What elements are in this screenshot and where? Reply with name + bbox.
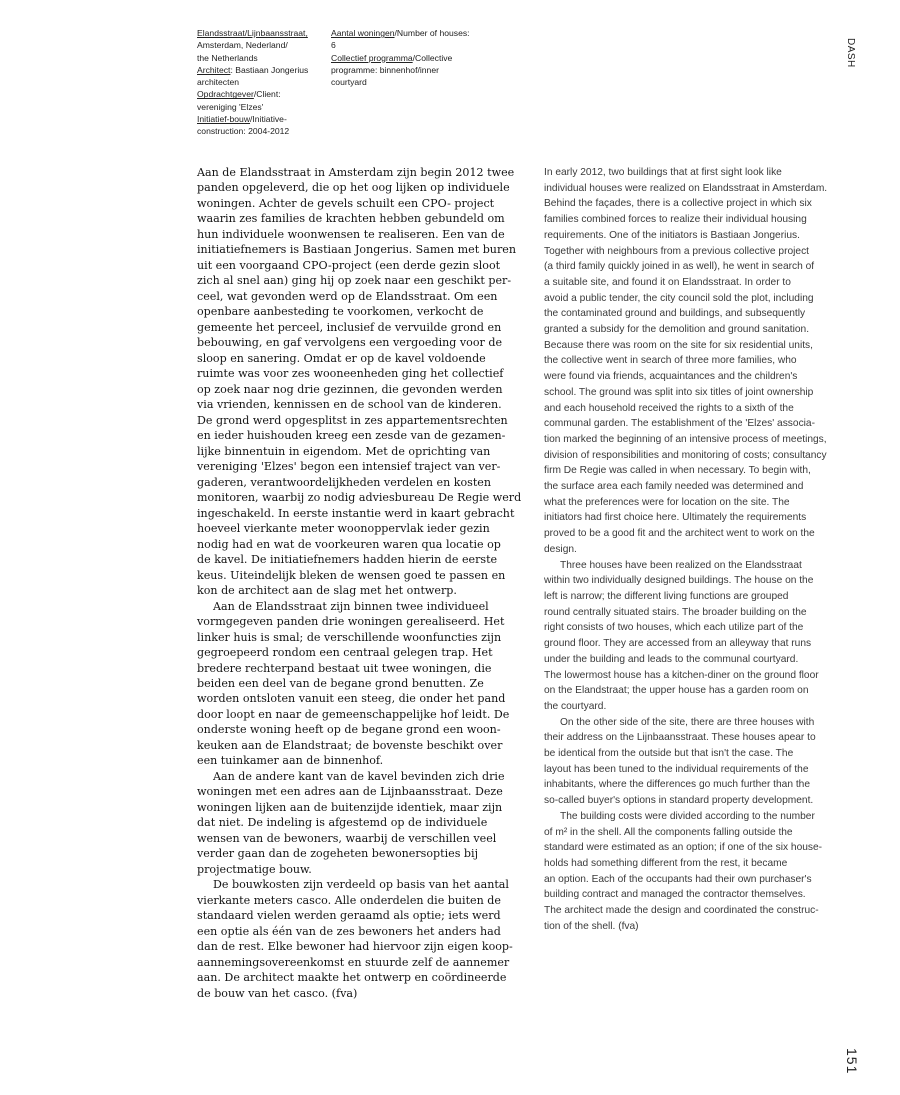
- text-line: families combined forces to realize their individual housing: [544, 214, 807, 226]
- text-line: woningen. Achter de gevels schuilt een CPO- project: [197, 196, 495, 210]
- credit-field-label: Architect: [197, 64, 231, 75]
- text-line: wensen van de bewoners, waarbij de verschillen veel: [197, 831, 497, 845]
- text-line: vierkante meters casco. Alle onderdelen die buiten de: [197, 893, 501, 907]
- text-line: their address on the Lijnbaansstraat. These houses apear to: [544, 732, 816, 744]
- text-line: de kavel. De initiatiefnemers hadden hierin de eerste: [197, 553, 498, 567]
- credit-field-value: architecten: [197, 77, 240, 88]
- credit-field-value: vereniging 'Elzes': [197, 101, 264, 112]
- credit-field-value: /Client:: [253, 89, 281, 100]
- text-line: worden ontsloten vanuit een steeg, die onder het pand: [197, 692, 506, 706]
- credit-line: [197, 113, 327, 125]
- text-line: an option. Each of the occupants had their own purchaser's: [544, 873, 812, 885]
- text-line: The architect made the design and coordinated the construc-: [544, 905, 819, 917]
- text-line: Aan de andere kant van de kavel bevinden zich drie: [213, 769, 505, 783]
- text-line: round centrally situated stairs. The broader building on the: [544, 606, 807, 618]
- text-line: zich al snel aan) ging hij op zoek naar een geschikt per-: [197, 274, 512, 288]
- credit-field-value: Amsterdam, Nederland/: [197, 40, 288, 51]
- credit-field-value: /Number of houses:: [394, 28, 470, 38]
- text-line: woningen lijken aan de buitenzijde identiek, maar zijn: [197, 800, 503, 814]
- credit-line: [331, 64, 461, 76]
- text-line: the contaminated ground and buildings, and subsequently: [544, 308, 806, 320]
- text-line: inhabitants, where the differences go much further than the: [544, 779, 810, 791]
- text-line: uit een voorgaand CPO-project (een derde gezin sloot: [197, 258, 501, 272]
- text-line: ground floor. They are accessed from an alleyway that runs: [544, 638, 812, 650]
- credit-field-label: Collectief programma: [331, 52, 413, 63]
- text-line: bebouwing, en gaf vervolgens een vergoeding voor de: [197, 336, 503, 350]
- text-line: school. The ground was split into six titles of joint ownership: [544, 386, 814, 398]
- text-line: The building costs were divided according to the number: [560, 810, 815, 822]
- text-line: De bouwkosten zijn verdeeld op basis van het aantal: [213, 878, 509, 892]
- text-line: monitoren, waarbij zo nodig adviesbureau De Regie werd: [197, 491, 522, 505]
- project-credits-right: [331, 27, 470, 88]
- text-line: and each household received the rights to a sixth of the: [544, 402, 794, 414]
- text-line: vormgegeven panden drie woningen gerealiseerd. Het: [197, 615, 505, 629]
- text-line: on the Elandstraat; the upper house has a garden room on: [544, 685, 809, 697]
- text-line: gegroepeerd rondom een centraal gelegen trap. Het: [197, 646, 493, 660]
- text-line: sloop en sanering. Omdat er op de kavel voldoende: [197, 351, 486, 365]
- text-line: of m² in the shell. All the components falling outside the: [544, 826, 793, 838]
- text-line: Together with neighbours from a previous collective project: [544, 245, 810, 257]
- text-line: left is narrow; the different living functions are grouped: [544, 590, 789, 602]
- text-line: communal garden. The establishment of the 'Elzes' associa-: [544, 418, 815, 430]
- text-line: een tuinkamer aan de binnenhof.: [197, 754, 384, 768]
- credit-field-value: /Initiative-: [250, 114, 287, 125]
- text-line: division of responsibilities and monitoring of costs; consultancy: [544, 449, 827, 461]
- text-line: nodig had en wat de voorkeuren waren qua locatie op: [197, 537, 501, 551]
- text-line: gaderen, verantwoordelijkheden verdelen en kosten: [197, 475, 492, 489]
- page-number: 151: [844, 1048, 860, 1075]
- text-line: On the other side of the site, there are three houses with: [560, 716, 815, 728]
- credit-field-label: Aantal woningen: [331, 28, 395, 38]
- text-line: keuken aan de Elandstraat; de bovenste beschikt over: [197, 738, 503, 752]
- text-line: lijke binnentuin in eigendom. Met de oprichting van: [197, 444, 491, 458]
- text-line: hoeveel vierkante meter woonoppervlak ieder gezin: [197, 522, 490, 536]
- english-text-column: [544, 165, 859, 934]
- text-line: linker huis is smal; de verschillende woonfuncties zijn: [197, 630, 502, 644]
- text-line: waarin zes families de krachten hebben gebundeld om: [197, 212, 505, 226]
- text-line: requirements. One of the initiators is Bastiaan Jongerius.: [544, 229, 800, 241]
- text-line: projectmatige bouw.: [197, 862, 312, 876]
- text-line: op zoek naar nog drie gezinnen, die gevonden werden: [197, 382, 503, 396]
- text-line: Behind the façades, there is a collective project in which six: [544, 198, 812, 210]
- text-line: gemeente het perceel, inclusief de vervuilde grond en: [197, 320, 502, 334]
- credit-line: [197, 27, 327, 39]
- credit-field-value: courtyard: [331, 77, 367, 88]
- text-line: individual houses were realized on Elandsstraat in Amsterdam.: [544, 182, 828, 194]
- credit-line: [331, 39, 461, 51]
- text-line: proved to be a good fit and the architect went to work on the: [544, 528, 815, 540]
- text-line: aan. De architect maakte het ontwerp en coördineerde: [197, 971, 507, 985]
- text-line: beiden een deel van de begane grond benutten. Ze: [197, 676, 484, 690]
- text-line: ingeschakeld. In eerste instantie werd in kaart gebracht: [197, 506, 515, 520]
- text-line: the surface area each family needed was determined and: [544, 481, 804, 493]
- text-line: panden opgeleverd, die op het oog lijken op individuele: [197, 181, 510, 195]
- text-line: under the building and leads to the communal courtyard.: [544, 653, 799, 665]
- text-line: openbare aanbesteding te voorkomen, verkocht de: [197, 305, 484, 319]
- text-line: initiators had first choice here. Ultimately the requirements: [544, 512, 807, 524]
- credit-line: [197, 52, 327, 64]
- text-line: bredere rechterpand bestaat uit twee woningen, die: [197, 661, 492, 675]
- dutch-text-column: [197, 165, 522, 1001]
- credit-field-value: /Collective: [412, 52, 453, 63]
- credit-field-label: Opdrachtgever: [197, 89, 254, 100]
- text-line: door loopt en naar de gemeenschappelijke hof leidt. De: [197, 707, 510, 721]
- text-line: a suitable site, and found it on Elandsstraat. In order to: [544, 276, 791, 288]
- text-line: so-called buyer's options in standard property development.: [544, 795, 814, 807]
- credit-field-value: : Bastiaan Jongerius: [230, 64, 309, 75]
- text-line: holds had something different from the rest, it became: [544, 857, 788, 869]
- running-header-label: DASH: [845, 38, 856, 68]
- text-line: ceel, wat gevonden werd op de Elandsstraat. Om een: [197, 289, 498, 303]
- text-line: Aan de Elandsstraat in Amsterdam zijn begin 2012 twee: [197, 166, 515, 179]
- text-line: kon de architect aan de slag met het ontwerp.: [197, 584, 457, 598]
- text-line: een optie als één van de zes bewoners het anders had: [197, 924, 501, 938]
- text-line: granted a subsidy for the demolition and ground sanitation.: [544, 324, 810, 336]
- text-line: (a third family quickly joined in as well), he went in search of: [544, 261, 815, 273]
- text-line: De grond werd opgesplitst in zes appartementsrechten: [197, 413, 508, 427]
- text-line: dat niet. De indeling is afgestemd op de individuele: [197, 816, 488, 830]
- text-line: right consists of two houses, which each utilize part of the: [544, 622, 804, 634]
- text-line: avoid a public tender, the city council sold the plot, including: [544, 292, 814, 304]
- project-credits-left: [197, 27, 327, 138]
- credit-line: [331, 27, 470, 39]
- text-line: Aan de Elandsstraat zijn binnen twee individueel: [213, 599, 489, 613]
- credit-field-value: 6: [331, 40, 336, 51]
- credit-line: [331, 76, 461, 88]
- text-line: within two individually designed buildings. The house on the: [544, 575, 814, 587]
- text-line: verder gaan dan de zogeheten bewonersopties bij: [197, 847, 479, 861]
- text-line: initiatiefnemers is Bastiaan Jongerius. Samen met buren: [197, 243, 516, 257]
- credit-line: [197, 125, 327, 137]
- text-line: aannemingsovereenkomst en stuurde zelf de aannemer: [197, 955, 510, 969]
- text-line: ruimte was voor zes wooneenheden ging het collectief: [197, 367, 504, 381]
- text-line: onderste woning heeft op de begane grond een woon-: [197, 723, 501, 737]
- credit-line: [197, 76, 327, 88]
- text-line: dan de rest. Elke bewoner had hiervoor zijn eigen koop-: [197, 940, 513, 954]
- credit-line: [197, 39, 327, 51]
- text-line: woningen met een adres aan de Lijnbaansstraat. Deze: [197, 785, 503, 799]
- credit-field-label: Elandsstraat/Lijnbaansstraat,: [197, 28, 308, 38]
- text-line: de bouw van het casco. (fva): [197, 986, 358, 1000]
- credit-line: [331, 52, 461, 64]
- text-line: standaard vielen werden geraamd als optie; iets werd: [197, 909, 501, 923]
- credit-line: [197, 88, 327, 100]
- text-line: via vrienden, kennissen en de school van de kinderen.: [197, 398, 502, 412]
- text-line: In early 2012, two buildings that at first sight look like: [544, 167, 782, 178]
- text-line: Because there was room on the site for six residential units,: [544, 339, 813, 351]
- text-line: the collective went in search of three more families, who: [544, 355, 797, 367]
- credit-field-value: construction: 2004-2012: [197, 126, 290, 137]
- text-line: hun individuele woonwensen te realiseren. Een van de: [197, 227, 505, 241]
- text-line: standard were estimated as an option; if one of the six house-: [544, 842, 823, 854]
- credit-field-value: programme: binnenhof/inner: [331, 64, 439, 75]
- text-line: design.: [544, 543, 577, 555]
- text-line: vereniging 'Elzes' begon een intensief traject van ver-: [197, 460, 501, 474]
- text-line: the courtyard.: [544, 700, 607, 712]
- text-line: tion marked the beginning of an intensive process of meetings,: [544, 433, 827, 445]
- text-line: be identical from the outside but that isn't the case. The: [544, 748, 794, 760]
- text-line: were found via friends, acquaintances and the children's: [544, 371, 798, 383]
- text-line: tion of the shell. (fva): [544, 920, 639, 932]
- credit-field-value: the Netherlands: [197, 52, 258, 63]
- credit-line: [197, 64, 327, 76]
- text-line: en ieder huishouden kreeg een zesde van de gezamen-: [197, 429, 506, 443]
- text-line: layout has been tuned to the individual requirements of the: [544, 763, 809, 775]
- credit-field-label: Initiatief-bouw: [197, 114, 251, 125]
- text-line: keus. Uiteindelijk bleken de wensen goed te passen en: [197, 568, 506, 582]
- text-line: what the preferences were for location on the site. The: [544, 496, 790, 508]
- text-line: building contract and managed the contractor themselves.: [544, 889, 806, 901]
- text-line: firm De Regie was called in when necessary. To begin with,: [544, 465, 811, 477]
- credit-line: [197, 101, 327, 113]
- text-line: Three houses have been realized on the Elandsstraat: [560, 559, 802, 571]
- text-line: The lowermost house has a kitchen-diner on the ground floor: [544, 669, 819, 681]
